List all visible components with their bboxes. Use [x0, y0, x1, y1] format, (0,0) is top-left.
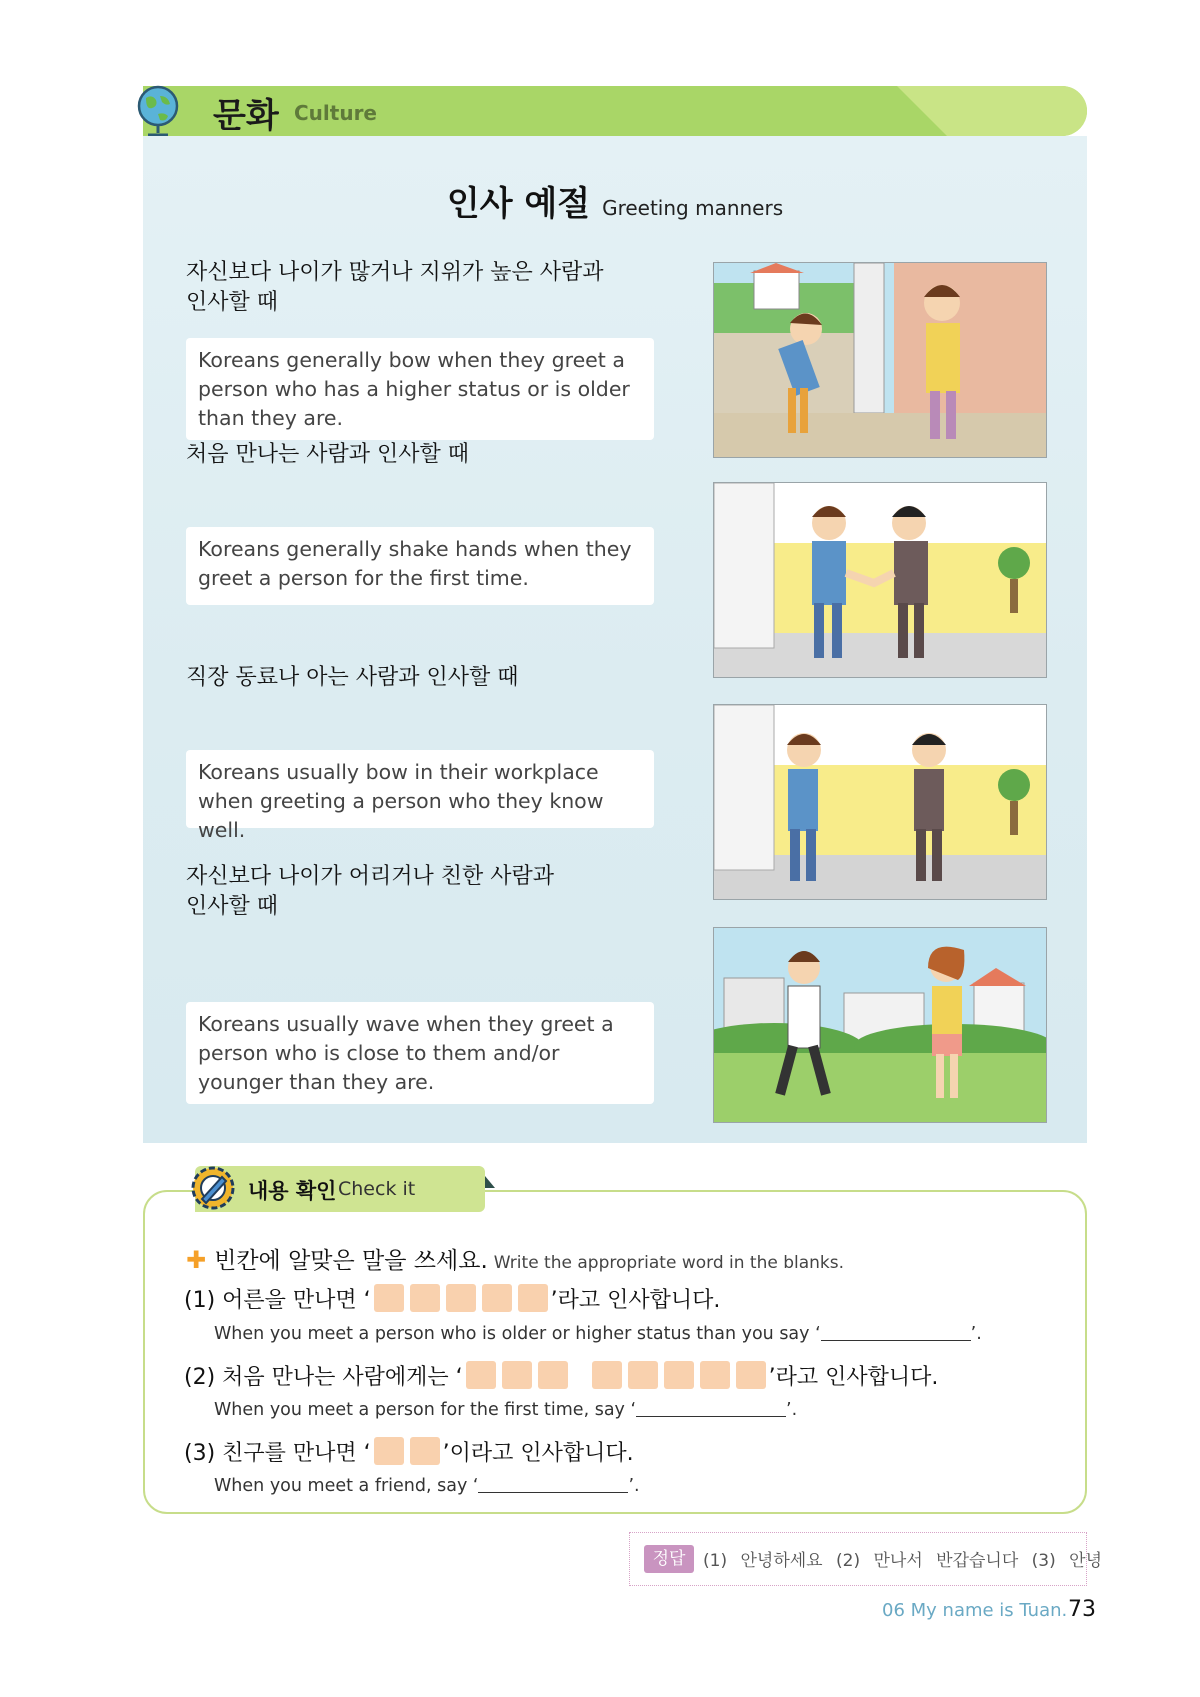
question-en-prefix: When you meet a friend, say ‘: [214, 1476, 479, 1496]
question-en-prefix: When you meet a person for the first time, say ‘: [214, 1400, 637, 1420]
answer-blank[interactable]: [664, 1361, 694, 1389]
instruction-ko: 빈칸에 알맞은 말을 쓰세요.: [214, 1248, 488, 1274]
plus-icon: ✚: [186, 1246, 207, 1274]
culture-panel: [143, 136, 1087, 1143]
question-number: (3): [184, 1441, 216, 1466]
answer-blank[interactable]: [700, 1361, 730, 1389]
section-text-1: Koreans generally bow when they greet a person who has a higher status or is older than they are.: [186, 338, 654, 440]
instruction: [186, 1242, 844, 1275]
question-prefix: 친구를 만나면 ‘: [222, 1441, 371, 1466]
section-heading-1: 자신보다 나이가 많거나 지위가 높은 사람과 인사할 때: [186, 260, 604, 315]
illustration-wave-friend: [713, 927, 1047, 1123]
question-en-suffix: ’.: [628, 1476, 640, 1496]
answer-blank[interactable]: [628, 1361, 658, 1389]
illustration-bow-colleague: [713, 704, 1047, 900]
panel-title-ko: 인사 예절: [446, 184, 591, 224]
illustration-bow-elder: [713, 262, 1047, 458]
answer-blank[interactable]: [466, 1361, 496, 1389]
chapter-footer: 06 My name is Tuan.: [882, 1600, 1068, 1621]
answer-blank[interactable]: [502, 1361, 532, 1389]
illustration-handshake: [713, 482, 1047, 678]
header-title-en: Culture: [294, 101, 377, 125]
section-header-bar: [143, 86, 1087, 136]
question-number: (2): [184, 1365, 216, 1390]
answer-blank[interactable]: [482, 1284, 512, 1312]
check-it-title-ko: 내용 확인: [248, 1179, 337, 1203]
question-3: [184, 1436, 634, 1467]
answer-blank[interactable]: [736, 1361, 766, 1389]
question-en-suffix: ’.: [970, 1324, 982, 1344]
pencil-gear-icon: [188, 1163, 238, 1213]
answer-blank[interactable]: [518, 1284, 548, 1312]
check-it-title-en: Check it: [338, 1178, 416, 1200]
question-en-prefix: When you meet a person who is older or higher status than you say ‘: [214, 1324, 821, 1344]
section-text-4: Koreans usually wave when they greet a person who is close to them and/or younger than they are.: [186, 1002, 654, 1104]
question-prefix: 처음 만나는 사람에게는 ‘: [222, 1365, 463, 1390]
answer-blank[interactable]: [374, 1437, 404, 1465]
answer-line: [636, 1398, 786, 1417]
question-3-english: [214, 1474, 640, 1496]
answer-blank[interactable]: [374, 1284, 404, 1312]
panel-title-en: Greeting manners: [602, 196, 784, 220]
question-prefix: 어른을 만나면 ‘: [222, 1288, 371, 1313]
section-heading-3: 직장 동료나 아는 사람과 인사할 때: [186, 665, 519, 690]
section-text-2: Koreans generally shake hands when they greet a person for the first time.: [186, 527, 654, 605]
header-title-ko: 문화: [213, 96, 279, 136]
globe-icon: [136, 84, 182, 140]
question-en-suffix: ’.: [786, 1400, 798, 1420]
section-text-3: Koreans usually bow in their workplace when greeting a person who they know well.: [186, 750, 654, 828]
question-suffix: ’라고 인사합니다.: [768, 1365, 939, 1390]
question-number: (1): [184, 1288, 216, 1313]
question-1-english: [214, 1322, 982, 1344]
panel-title: [143, 176, 1087, 225]
answer-blank[interactable]: [592, 1361, 622, 1389]
section-heading-2: 처음 만나는 사람과 인사할 때: [186, 442, 469, 467]
instruction-en: Write the appropriate word in the blanks.: [493, 1253, 845, 1273]
answer-blank[interactable]: [410, 1437, 440, 1465]
answer-blank[interactable]: [538, 1361, 568, 1389]
question-1: [184, 1283, 720, 1314]
page-number: 73: [1068, 1597, 1096, 1622]
section-heading-4: 자신보다 나이가 어리거나 친한 사람과 인사할 때: [186, 864, 555, 919]
question-suffix: ’이라고 인사합니다.: [442, 1441, 634, 1466]
question-suffix: ’라고 인사합니다.: [550, 1288, 721, 1313]
answer-line: [478, 1474, 628, 1493]
answer-text: (1) 안녕하세요 (2) 만나서 반갑습니다 (3) 안녕: [703, 1551, 1102, 1571]
question-2-english: [214, 1398, 797, 1420]
answer-blank[interactable]: [410, 1284, 440, 1312]
answer-tag: 정답: [644, 1545, 694, 1573]
answer-blank[interactable]: [446, 1284, 476, 1312]
question-2: [184, 1360, 938, 1391]
answer-line: [821, 1322, 971, 1341]
